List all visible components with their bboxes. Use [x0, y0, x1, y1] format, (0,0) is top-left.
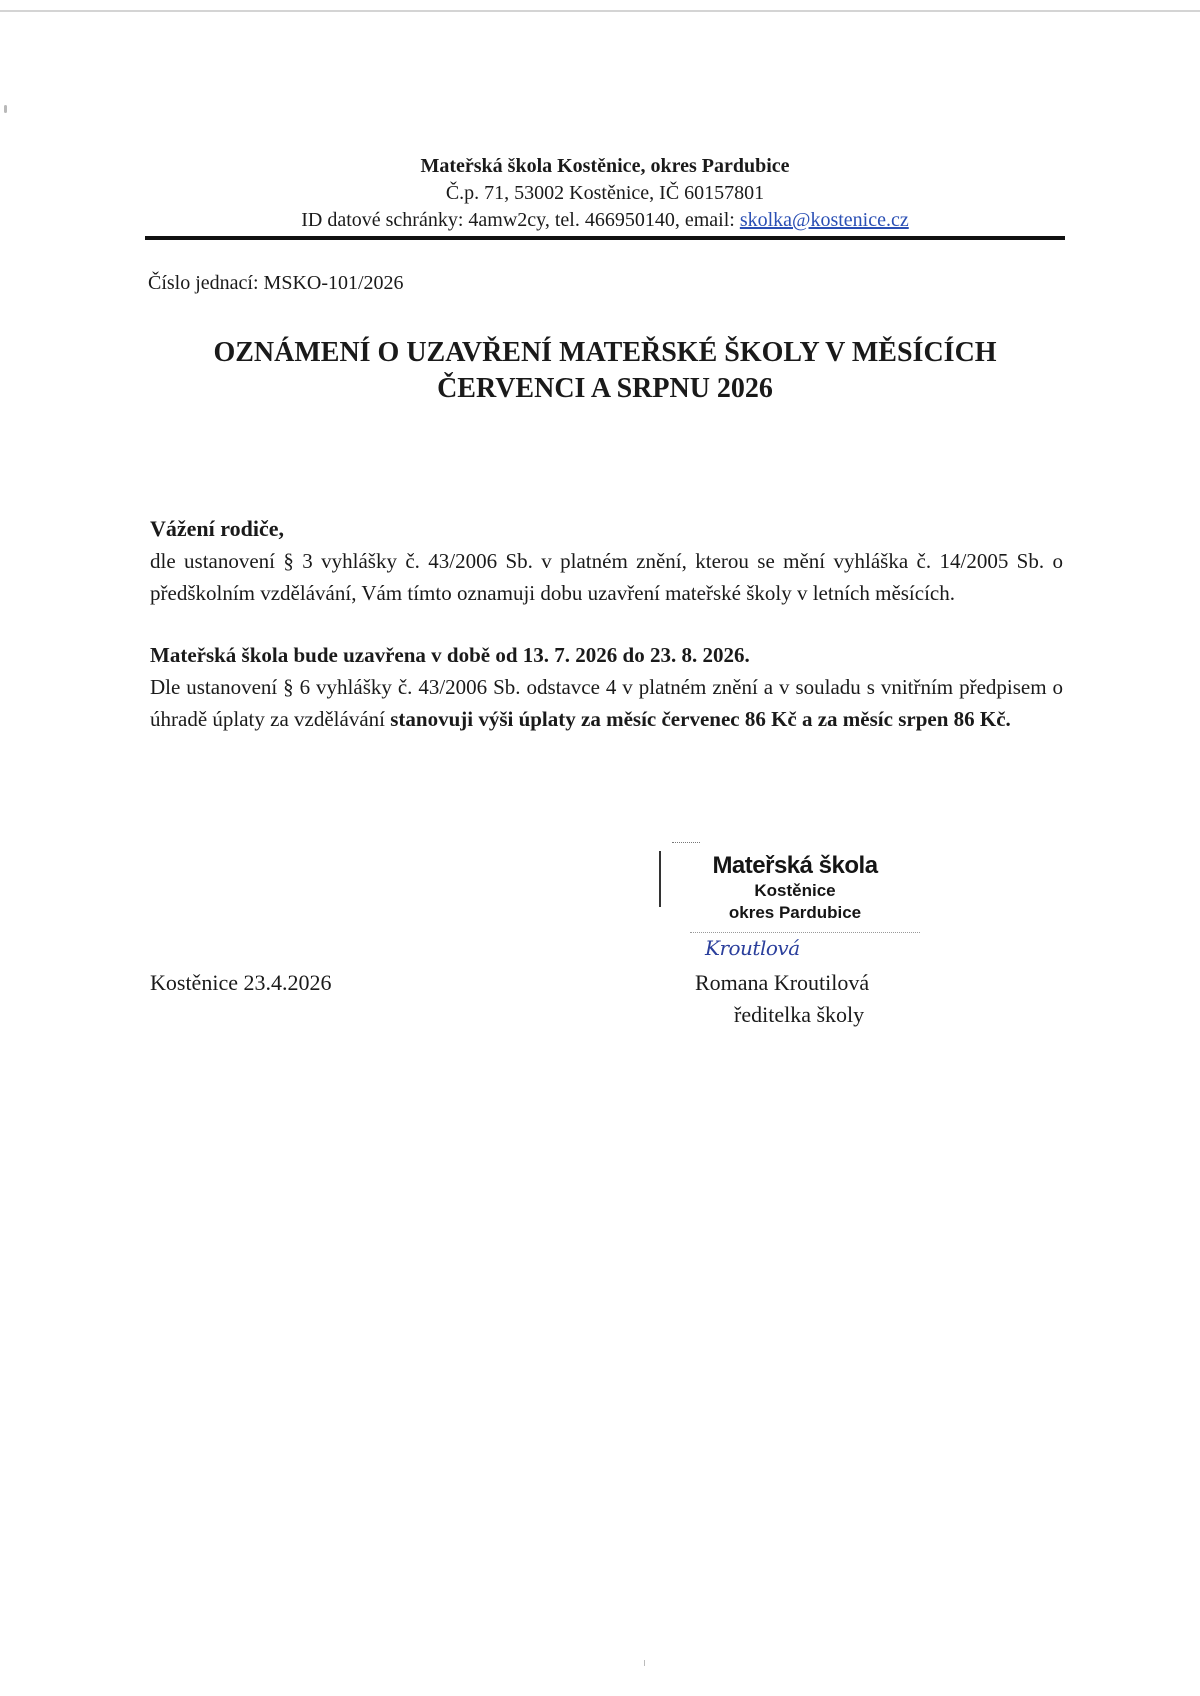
signatory-role: ředitelka školy — [734, 1002, 865, 1027]
document-title-line2: ČERVENCI A SRPNU 2026 — [437, 373, 773, 404]
stamp-line3: okres Pardubice — [728, 903, 862, 922]
paragraph-fees-text: Dle ustanovení § 6 vyhlášky č. 43/2006 Sb. odstavce 4 v platném znění a v souladu s vnitřním předpisem o úhradě úplaty za vzdělávání — [150, 675, 1063, 731]
letterhead-divider — [145, 236, 1065, 240]
letterhead-contact — [145, 209, 1065, 232]
letterhead-institution: Mateřská škola Kostěnice, okres Pardubice — [420, 155, 790, 177]
email-link[interactable]: skolka@kostenice.cz — [739, 209, 909, 231]
scan-top-edge — [0, 10, 1200, 12]
stamp-border-top — [672, 842, 700, 844]
fee-amounts: stanovuji výši úplaty za měsíc červenec 86 Kč a za měsíc srpen 86 Kč. — [390, 706, 1011, 731]
stamp-line2: Kostěnice — [754, 881, 836, 900]
stamp-line1: Mateřská škola — [712, 852, 878, 879]
stamp-border-bottom — [690, 932, 920, 934]
paragraph-legal-basis: dle ustanovení § 3 vyhlášky č. 43/2006 Sb. v platném znění, kterou se mění vyhláška č. 14/2005 Sb. o předškolním vzdělávání, Vám tímto oznamuji dobu uzavření mateřské školy v letních měsících. — [150, 549, 1063, 605]
scan-mark — [644, 1660, 645, 1666]
reference-number: Číslo jednací: MSKO-101/2026 — [148, 272, 404, 294]
letterhead-address: Č.p. 71, 53002 Kostěnice, IČ 60157801 — [445, 182, 765, 204]
closure-notice: Mateřská škola bude uzavřena v době od 13. 7. 2026 do 23. 8. 2026. — [150, 643, 750, 667]
letterhead-contact-text: ID datové schránky: 4amw2cy, tel. 466950140, email: — [301, 209, 740, 231]
stamp-border-left — [659, 851, 661, 907]
handwritten-signature: Kroutlová — [705, 936, 800, 960]
paragraph-fees — [150, 672, 1063, 735]
scan-speck — [4, 105, 7, 113]
document-title-line1: OZNÁMENÍ O UZAVŘENÍ MATEŘSKÉ ŠKOLY V MĚSÍCÍCH — [213, 337, 997, 368]
signatory-name: Romana Kroutilová — [695, 970, 870, 995]
greeting: Vážení rodiče, — [150, 516, 285, 541]
place-and-date: Kostěnice 23.4.2026 — [150, 970, 332, 995]
